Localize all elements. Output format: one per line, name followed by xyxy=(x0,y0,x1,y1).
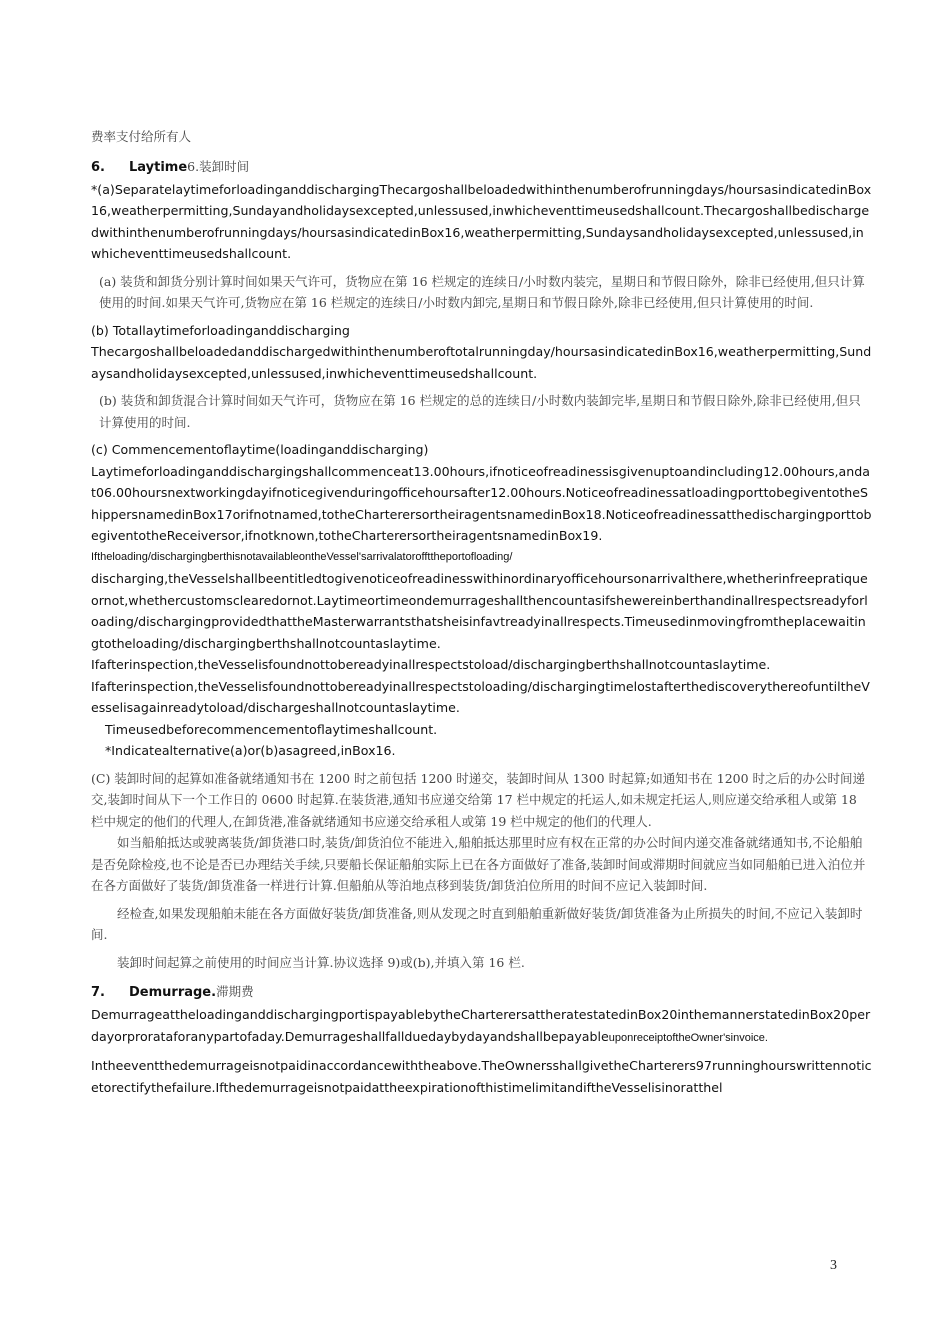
clause-c-english-inspection-2: Ifafterinspection,theVesselisfoundnottobereadyinallrespectstoloading/dischargingtimelostafterthediscoverythereofuntiltheVesselisagainreadytoload/dischargeshallnotcountaslaytime. xyxy=(91,678,870,715)
clause-b-chinese: (b) 装货和卸货混合计算时间如天气许可，货物应在第 16 栏规定的总的连续日/小时数内装卸完毕,星期日和节假日除外,除非已经使用,但只计算使用的时间. xyxy=(99,393,861,430)
section-6-title-zh: 6.装卸时间 xyxy=(187,158,250,174)
section-6-number: 6. xyxy=(91,159,105,175)
demurrage-paragraph-1-main: DemurrageattheloadinganddischargingportispayablebytheCharterersattheratestatedinBox20inthemannerstatedinBox20perdayorprorataforanypartofaday.Demurrageshallfallduedaybydayandshallbepayable xyxy=(91,1007,871,1044)
clause-a-chinese: (a) 装货和卸货分别计算时间如果天气许可，货物应在第 16 栏规定的连续日/小时数内装完，星期日和节假日除外，除非已经使用,但只计算使用的时间.如果天气许可,货物应在第 16 栏规定的连续日/小时数内卸完,星期日和节假日除外,除非已经使用,但只计算使用的时间. xyxy=(99,273,865,310)
section-7-title: Demurrage. xyxy=(129,985,217,1000)
clause-c-english-berth: Iftheloading/dischargingberthisnotavailableontheVessel'sarrivalatoroffttheportofloading/ xyxy=(91,550,513,563)
clause-c-english-readiness: discharging,theVesselshallbeentitledtogivenoticeofreadinesswithinordinaryofficehoursonarrivalthere,whetherinfreepratiqueornot,whethercustomsclearedornot.Laytimeortimeondemurrageshallthencountasifshewereinberthandinallrespectsreadyforloading/dischargingprovidedthattheMasterwarrantsthatsheisinfavtreadyinallrespects.Timeusedinmovingfromtheplacewaitingtotheloading/dischargingberthshallnotcountaslaytime. xyxy=(91,571,868,651)
section-7-number: 7. xyxy=(91,985,105,1000)
clause-c-english-notice: Laytimeforloadinganddischargingshallcommenceat13.00hours,ifnoticeofreadinessisgivenuptoandincluding12.00hours,andat06.00hoursnextworkingdayifnoticegivenduringofficehoursafter12.00hours.NoticeofreadinessatloadingporttobegiventotheShippersnamedinBox17orifnotnamed,totheCharterersortheiragentsnamedinBox18.NoticeofreadinessatthedischargingporttobegiventotheReceiversor,ifnotknown,totheCharterersortheiragentsnamedinBox19. xyxy=(91,463,872,543)
clause-c-english-alternative: *Indicatealternative(a)or(b)asagreed,inBox16. xyxy=(105,743,396,758)
demurrage-paragraph-1-invoice: uponreceiptoftheOwner'sinvoice. xyxy=(608,1031,768,1044)
clause-b-english-heading: (b) Totallaytimeforloadinganddischarging xyxy=(91,322,350,338)
page-number: 3 xyxy=(830,1258,837,1273)
clause-b-english: Thecargoshallbeloadedanddischargedwithinthenumberoftotalrunningday/hoursasindicatedinBox16,weatherpermitting,Sundaysandholidaysexcepted,unlessused,inwhicheventtimeusedshallcount. xyxy=(91,344,872,381)
section-6-heading xyxy=(91,156,873,179)
section-6-title: Laytime xyxy=(129,159,188,175)
clause-c-english-inspection-1: Ifafterinspection,theVesselisfoundnottobereadyinallrespectstoload/dischargingberthshallnotcountaslaytime. xyxy=(91,657,771,672)
section-7-heading xyxy=(91,981,873,1004)
clause-c-english-time-used: Timeusedbeforecommencementoflaytimeshallcount. xyxy=(105,721,438,737)
demurrage-paragraph-2: Intheeventthedemurrageisnotpaidinaccordancewiththeabove.TheOwnersshallgivetheCharterers97runninghourswrittennoticetorectifythefailure.IfthedemurrageisnotpaidattheexpirationofthistimelimitandiftheVesselisinoratthel xyxy=(91,1058,872,1095)
clause-c-chinese-2: 如当船舶抵达或驶离装货/卸货港口时,装货/卸货泊位不能进入,船舶抵达那里时应有权在正常的办公时间内递交准备就绪通知书,不论船舶是否免除检疫,也不论是否已办理结关手续,只要船长保证船舶实际上已在各方面做好了准备,装卸时间或滞期时间就应当如同船舶已进入泊位并在各方面做好了装货/卸货准备一样进行计算.但船舶从等泊地点移到装货/卸货泊位所用的时间不应记入装卸时间. xyxy=(91,835,866,893)
section-7-title-zh: 滞期费 xyxy=(216,984,254,999)
clause-c-english-heading: (c) Commencementoflaytime(loadinganddischarging) xyxy=(91,442,429,457)
clause-c-chinese-3: 经检查,如果发现船舶未能在各方面做好装货/卸货准备,则从发现之时直到船舶重新做好装货/卸货准备为止所损失的时间,不应记入装卸时间. xyxy=(91,905,863,942)
paragraph-rate-owner: 费率支付给所有人 xyxy=(91,129,192,144)
document-body xyxy=(91,126,873,1098)
clause-c-chinese-1: (C) 装卸时间的起算如准备就绪通知书在 1200 时之前包括 1200 时递交，装卸时间从 1300 时起算;如通知书在 1200 时之后的办公时间递交,装卸时间从下一个工作日的 0600 时起算.在装货港,通知书应递交给第 17 栏中规定的托运人,如未规定托运人,则应递交给承租人或第 18 栏中规定的他们的代理人,在卸货港,准备就绪通知书应递交给承租人或第 19 栏中规定的他们的代理人. xyxy=(91,770,866,829)
demurrage-paragraph-1 xyxy=(91,1004,873,1049)
clause-a-english: *(a)SeparatelaytimeforloadinganddischargingThecargoshallbeloadedwithinthenumberofrunningdays/hoursasindicatedinBox16,weatherpermitting,Sundayandholidaysexcepted,unlessused,inwhicheventtimeusedshallcount.Thecargoshallbedischargedwithinthenumberofrunningdays/hoursasindicatedinBox16,weatherpermitting,Sundaysandholidaysexcepted,unlessused,inwhicheventtimeusedshallcount. xyxy=(91,181,872,261)
clause-c-chinese-4: 装卸时间起算之前使用的时间应当计算.协议选择 9)或(b),并填入第 16 栏. xyxy=(117,954,525,970)
